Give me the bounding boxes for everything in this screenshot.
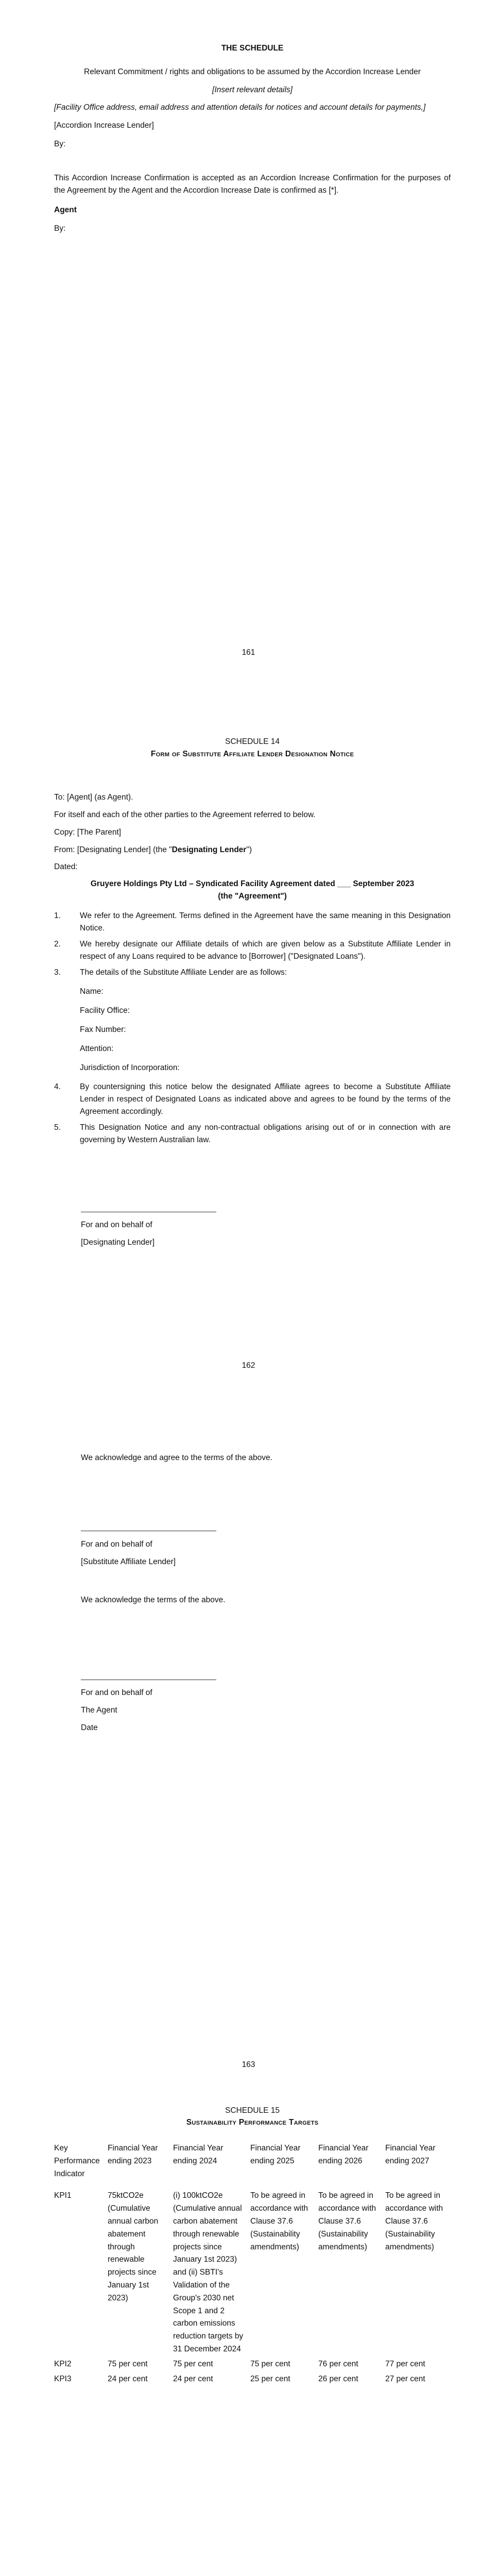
schedule-heading: SCHEDULE 15 [225, 2106, 280, 2115]
acknowledge-text: We acknowledge the terms of the above. [81, 1596, 226, 1604]
field-attention: Attention: [80, 1044, 114, 1054]
table-cell: 24 per cent [173, 2374, 213, 2383]
agent-label: The Agent [81, 1706, 117, 1715]
for-behalf-label: For and on behalf of [81, 1688, 152, 1697]
table-cell: KPI3 [54, 2374, 72, 2383]
date-label: Date [81, 1723, 98, 1732]
table-cell: 27 per cent [385, 2374, 425, 2383]
table-cell: 25 per cent [250, 2374, 290, 2383]
table-cell: 77 per cent [385, 2359, 425, 2368]
schedule-title: Sustainability Performance Targets [186, 2118, 319, 2127]
kpi-table [54, 2142, 451, 2387]
copy-line: Copy: [The Parent] [54, 828, 122, 837]
numbered-list [54, 910, 451, 1150]
table-cell: (i) 100ktCO2e (Cumulative annual carbon abatement through renewable projects since January 1st 2023) and (ii) SBTI's Validation of the Group's 2030 net Scope 1 and 2 carbon emissions reduction targets by 31 December 2024 [173, 2191, 244, 2353]
agent-label: Agent [54, 206, 77, 214]
page-number: 163 [242, 2060, 255, 2069]
page-number: 161 [242, 648, 255, 657]
agreement-defined: (the "Agreement") [218, 892, 287, 901]
list-item: 1. We refer to the Agreement. Terms defined in the Agreement have the same meaning in this Designation Notice. [54, 911, 451, 933]
table-cell: KPI1 [54, 2191, 72, 2200]
insert-details: [Insert relevant details] [212, 86, 293, 94]
acknowledge-agree-text: We acknowledge and agree to the terms of the above. [81, 1453, 272, 1462]
list-item: 4. By countersigning this notice below the designated Affiliate agrees to become a Substitute Affiliate Lender in respect of Designated Loans as indicated above and agrees to be found by the terms of the Agreement accordingly. [54, 1082, 451, 1116]
column-header: Financial Year ending 2023 [108, 2144, 158, 2165]
dated-line: Dated: [54, 862, 78, 871]
page-number: 162 [242, 1361, 255, 1370]
table-cell: 75 per cent [250, 2359, 290, 2368]
substitute-lender-label: [Substitute Affiliate Lender] [81, 1557, 176, 1566]
for-behalf-label: For and on behalf of [81, 1221, 152, 1229]
column-header: Financial Year ending 2026 [318, 2144, 369, 2165]
column-header: Financial Year ending 2027 [385, 2144, 436, 2165]
table-cell: 75 per cent [108, 2359, 148, 2368]
table-header-row [54, 2142, 451, 2182]
table-row [54, 2373, 451, 2388]
field-name: Name: [80, 987, 104, 996]
table-cell: 26 per cent [318, 2374, 358, 2383]
table-cell: To be agreed in accordance with Clause 37.6 (Sustainability amendments) [385, 2191, 443, 2251]
column-header: Financial Year ending 2024 [173, 2144, 224, 2165]
by-line-1: By: [54, 140, 66, 148]
designating-lender-label: [Designating Lender] [81, 1238, 155, 1247]
list-item: 2. We hereby designate our Affiliate details of which are given below as a Substitute Affiliate Lender in respect of any Loans required to be advance to [Borrower] ("Designated Loans"). [54, 940, 451, 961]
for-line: For itself and each of the other parties to the Agreement referred to below. [54, 810, 316, 819]
table-cell: To be agreed in accordance with Clause 37.6 (Sustainability amendments) [318, 2191, 376, 2251]
column-header: Financial Year ending 2025 [250, 2144, 301, 2165]
table-cell: KPI2 [54, 2359, 72, 2368]
agreement-title: Gruyere Holdings Pty Ltd – Syndicated Facility Agreement dated ___ September 2023 [90, 879, 415, 888]
column-header: Key Performance Indicator [54, 2144, 100, 2178]
schedule-heading: SCHEDULE 14 [225, 737, 280, 746]
list-item: 3. The details of the Substitute Affiliate Lender are as follows: [54, 968, 287, 977]
field-facility-office: Facility Office: [80, 1006, 130, 1015]
table-row [54, 2358, 451, 2373]
from-line: From: [Designating Lender] (the "Designating Lender") [54, 845, 252, 854]
schedule-form-title: Form of Substitute Affiliate Lender Designation Notice [150, 750, 354, 758]
to-line: To: [Agent] (as Agent). [54, 793, 133, 802]
field-jurisdiction: Jurisdiction of Incorporation: [80, 1063, 180, 1073]
table-cell: 76 per cent [318, 2359, 358, 2368]
acceptance-paragraph: This Accordion Increase Confirmation is accepted as an Accordion Increase Confirmation for the purposes of the Agreement by the Agent and the Accordion Increase Date is confirmed as [*]. [54, 174, 451, 195]
for-behalf-label: For and on behalf of [81, 1540, 152, 1549]
table-cell: 75 per cent [173, 2359, 213, 2368]
list-item: 5. This Designation Notice and any non-contractual obligations arising out of or in connection with are governing by Western Australian law. [54, 1123, 451, 1145]
table-cell: To be agreed in accordance with Clause 37.6 (Sustainability amendments) [250, 2191, 309, 2251]
by-line-2: By: [54, 224, 66, 233]
schedule-title: THE SCHEDULE [221, 44, 284, 53]
table-cell: 24 per cent [108, 2374, 148, 2383]
lender-name: [Accordion Increase Lender] [54, 121, 154, 130]
table-cell: 75ktCO2e (Cumulative annual carbon abatement through renewable projects since January 1st 2023) [108, 2191, 159, 2302]
field-fax: Fax Number: [80, 1025, 126, 1035]
table-row [54, 2190, 451, 2358]
schedule-subtitle: Relevant Commitment / rights and obligations to be assumed by the Accordion Increase Lender [84, 67, 421, 76]
facility-office-note: [Facility Office address, email address and attention details for notices and account details for payments,] [54, 103, 426, 112]
